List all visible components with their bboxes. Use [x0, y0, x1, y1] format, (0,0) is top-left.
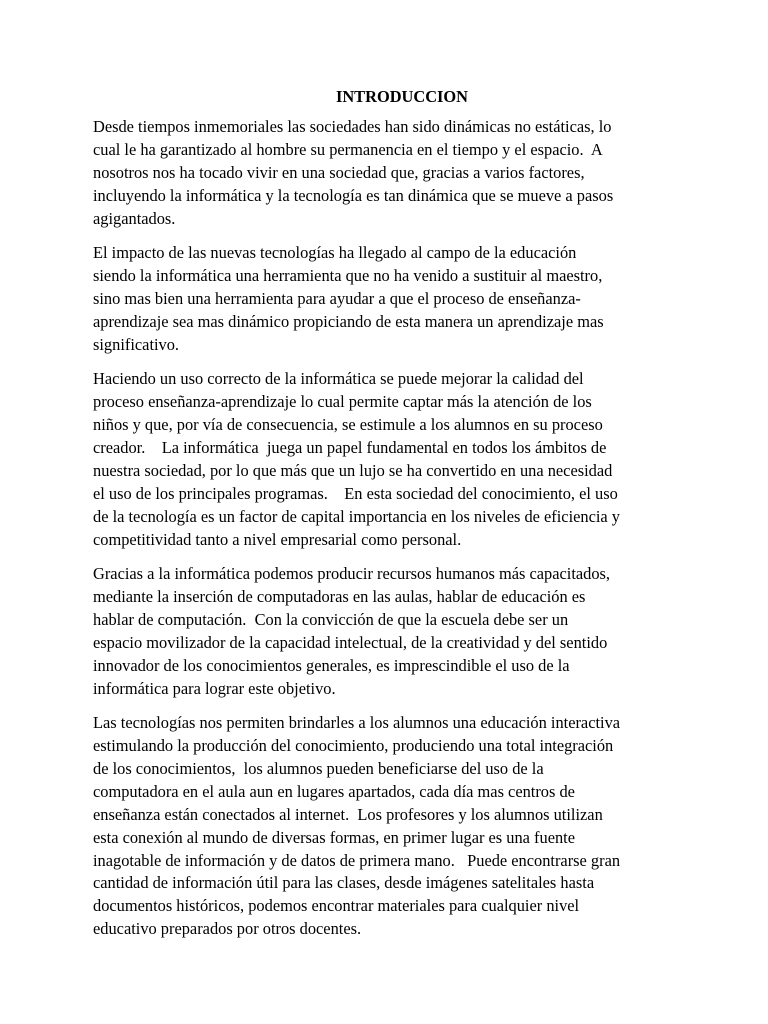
text-line: incluyendo la informática y la tecnología es tan dinámica que se mueve a pasos	[93, 185, 614, 205]
text-line: el uso de los principales programas. En esta sociedad del conocimiento, el uso	[93, 483, 618, 503]
text-line: creador. La informática juega un papel fundamental en todos los ámbitos de	[93, 437, 607, 457]
text-line: informática para lograr este objetivo.	[93, 678, 336, 698]
text-line: sino mas bien una herramienta para ayudar a que el proceso de enseñanza-	[93, 288, 581, 308]
paragraph-4	[93, 563, 705, 700]
text-line: significativo.	[93, 334, 180, 354]
text-line: El impacto de las nuevas tecnologías ha llegado al campo de la educación	[93, 243, 577, 263]
text-line: innovador de los conocimientos generales, es imprescindible el uso de la	[93, 655, 570, 675]
text-line: aprendizaje sea mas dinámico propiciando de esta manera un aprendizaje mas	[93, 311, 604, 331]
text-line: Desde tiempos inmemoriales las sociedades han sido dinámicas no estáticas, lo	[93, 117, 612, 136]
text-line: de la tecnología es un factor de capital importancia en los niveles de eficiencia y	[93, 506, 621, 526]
text-line: documentos históricos, podemos encontrar materiales para cualquier nivel	[93, 896, 580, 916]
text-line: siendo la informática una herramienta que no ha venido a sustituir al maestro,	[93, 266, 603, 286]
text-line: niños y que, por vía de consecuencia, se estimule a los alumnos en su proceso	[93, 415, 603, 435]
text-line: nuestra sociedad, por lo que más que un lujo se ha convertido en una necesidad	[93, 460, 613, 480]
text-line: proceso enseñanza-aprendizaje lo cual permite captar más la atención de los	[93, 392, 592, 412]
text-line: inagotable de información y de datos de primera mano. Puede encontrarse gran	[93, 850, 621, 870]
text-line: de los conocimientos, los alumnos pueden beneficiarse del uso de la	[93, 758, 544, 778]
text-line: Las tecnologías nos permiten brindarles a los alumnos una educación interactiva	[93, 713, 621, 733]
paragraph-5	[93, 712, 705, 941]
text-line: enseñanza están conectados al internet. Los profesores y los alumnos utilizan	[93, 804, 603, 824]
text-line: hablar de computación. Con la convicción de que la escuela debe ser un	[93, 609, 569, 629]
text-line: Haciendo un uso correcto de la informática se puede mejorar la calidad del	[93, 369, 584, 389]
document-page	[93, 86, 705, 953]
text-line: cantidad de información útil para las clases, desde imágenes satelitales hasta	[93, 873, 595, 893]
text-line: Gracias a la informática podemos producir recursos humanos más capacitados,	[93, 564, 611, 584]
text-line: estimulando la producción del conocimiento, produciendo una total integración	[93, 736, 614, 756]
text-line: computadora en el aula aun en lugares apartados, cada día mas centros de	[93, 781, 575, 801]
document-title: INTRODUCCION	[335, 87, 469, 106]
text-line: mediante la inserción de computadoras en las aulas, hablar de educación es	[93, 587, 586, 606]
text-line: educativo preparados por otros docentes.	[93, 919, 362, 939]
paragraph-2	[93, 242, 705, 357]
text-line: agigantados.	[93, 208, 176, 228]
text-line: competitividad tanto a nivel empresarial como personal.	[93, 529, 462, 549]
paragraph-1	[93, 116, 705, 231]
text-line: espacio movilizador de la capacidad intelectual, de la creatividad y del sentido	[93, 632, 608, 652]
text-line: cual le ha garantizado al hombre su permanencia en el tiempo y el espacio. A	[93, 139, 603, 159]
text-line: nosotros nos ha tocado vivir en una sociedad que, gracias a varios factores,	[93, 162, 585, 182]
text-line: esta conexión al mundo de diversas formas, en primer lugar es una fuente	[93, 827, 575, 847]
paragraph-3	[93, 368, 705, 551]
